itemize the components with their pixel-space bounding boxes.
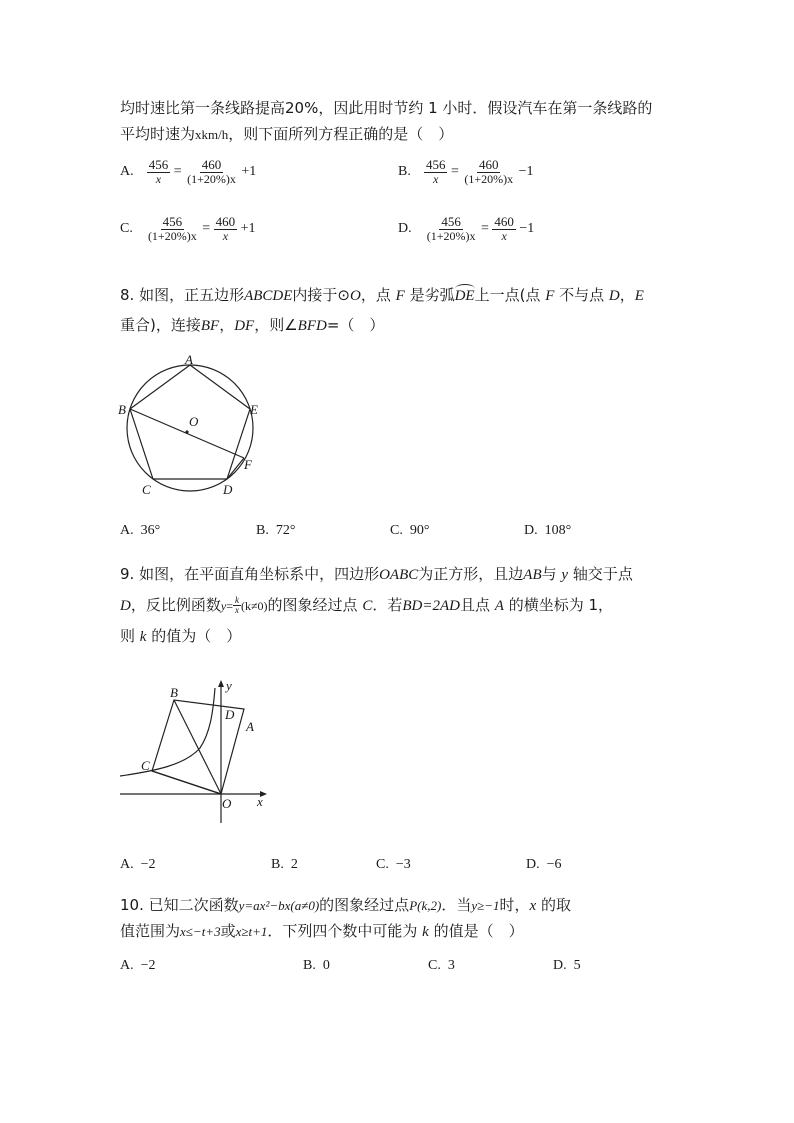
frac-num: 460 xyxy=(215,214,236,229)
q10-l2g: 的值是（ ） xyxy=(428,922,524,940)
q9-l2c: 的图象经过点 xyxy=(267,596,363,614)
q9-l2a: D xyxy=(120,598,131,614)
option-label: D. xyxy=(398,220,412,236)
q9-option-c[interactable] xyxy=(376,857,411,873)
q10-cond: y≥−1 xyxy=(471,898,500,913)
q10-l1i: 的取 xyxy=(536,896,571,914)
inverse-function-curve xyxy=(120,688,215,776)
q7-line2-post: ，则下面所列方程正确的是（ ） xyxy=(228,125,454,143)
q9-func-k: k xyxy=(234,594,239,605)
q8-text-line2 xyxy=(120,314,384,335)
q8-option-d[interactable] xyxy=(524,523,571,539)
q9-text-line2 xyxy=(120,594,613,615)
arc-mark xyxy=(455,284,475,293)
q8-l2d: DF xyxy=(234,318,255,334)
q10-text-line1 xyxy=(120,894,571,915)
q9-option-d[interactable] xyxy=(526,857,562,873)
q10-range-2: x≥t+1 xyxy=(235,924,268,939)
q10-point-p: P(k,2) xyxy=(409,898,442,913)
q9-l1g: 轴交于点 xyxy=(568,565,633,583)
q9-option-a[interactable] xyxy=(120,857,156,873)
q8-l1a: 8. 如图，正五边形 xyxy=(120,286,245,304)
q7-option-b[interactable] xyxy=(398,158,534,185)
option-value: 5 xyxy=(573,958,581,973)
option-value: −2 xyxy=(140,958,156,973)
option-label: A. xyxy=(120,163,134,179)
option-label: D. xyxy=(524,523,538,538)
label-f: F xyxy=(244,457,252,472)
q7-speed-var: xkm/h xyxy=(195,127,229,142)
option-label: A. xyxy=(120,958,134,973)
q10-l2a: 值范围为 xyxy=(120,922,181,940)
q8-l1k: 不与点 xyxy=(554,286,609,304)
option-value: 3 xyxy=(447,958,455,973)
q8-option-a[interactable] xyxy=(120,523,160,539)
option-value: −2 xyxy=(140,857,156,872)
q9-l1c: 为正方形，且边 xyxy=(418,565,524,583)
option-label: C. xyxy=(120,220,133,236)
q8-l2a: 重合)，连接 xyxy=(120,316,201,334)
label-d: D xyxy=(223,482,233,497)
equals: = xyxy=(202,220,211,236)
q8-l2e: ，则∠ xyxy=(254,316,298,334)
q10-l2c: 或 xyxy=(220,922,236,940)
q10-l1e: ．当 xyxy=(441,896,472,914)
segment-df xyxy=(227,458,244,479)
q9-l1e: 与 xyxy=(541,565,562,583)
option-label: B. xyxy=(303,958,316,973)
q9-l2i: 的横坐标为 1， xyxy=(503,596,614,614)
frac-den: (1+20%)x xyxy=(147,228,197,243)
q10-option-a[interactable] xyxy=(120,958,156,974)
option-value: 36° xyxy=(140,523,161,538)
frac-den: (1+20%)x xyxy=(464,171,514,186)
q10-option-c[interactable] xyxy=(428,958,455,974)
option-label: A. xyxy=(120,857,134,872)
frac-den: x xyxy=(501,228,507,243)
q9-l3c: 的值为（ ） xyxy=(146,627,242,645)
q7-option-d[interactable] xyxy=(398,215,534,242)
q8-l2c: ， xyxy=(219,316,235,334)
q9-func-y: y xyxy=(220,599,227,613)
q9-coordinate-figure xyxy=(115,673,275,828)
option-value: −3 xyxy=(395,857,411,872)
q7-option-c[interactable] xyxy=(120,215,256,242)
q8-option-b[interactable] xyxy=(256,523,295,539)
diagonal-ob xyxy=(174,700,221,794)
equals: = xyxy=(450,163,459,179)
frac-num: 456 xyxy=(425,157,446,172)
q8-text-line1 xyxy=(120,284,644,305)
label-c: C xyxy=(141,758,150,773)
tail: +1 xyxy=(241,163,257,179)
tail: −1 xyxy=(519,220,535,236)
q7-text-line1: 均时速比第一条线路提高20%，因此用时节约 1 小时．假设汽车在第一条线路的 xyxy=(120,99,653,117)
frac-num: 456 xyxy=(148,157,169,172)
frac-num: 460 xyxy=(201,157,222,172)
q10-l1a: 10. 已知二次函数 xyxy=(120,896,239,914)
q8-l1e: ，点 xyxy=(360,286,396,304)
option-value: 72° xyxy=(275,523,296,538)
q10-l1g: 时， xyxy=(499,896,530,914)
label-e: E xyxy=(250,402,258,417)
q8-l1g: 是劣弧 xyxy=(404,286,455,304)
q9-l2e: ．若 xyxy=(372,596,403,614)
label-c: C xyxy=(142,482,151,497)
equals: = xyxy=(173,163,182,179)
q9-l2d: C xyxy=(362,598,373,614)
q8-l1j: F xyxy=(545,288,555,304)
q8-l1b: ABCDE xyxy=(244,288,293,304)
option-label: C. xyxy=(390,523,403,538)
q8-l1c: 内接于⊙ xyxy=(292,286,350,304)
label-a: A xyxy=(185,355,193,367)
q7-option-a[interactable] xyxy=(120,158,256,185)
q9-func-eq: = xyxy=(226,599,233,613)
label-a: A xyxy=(246,719,254,734)
q9-l2b: ，反比例函数 xyxy=(130,596,221,614)
q9-func-cond: (k≠0) xyxy=(240,599,268,613)
option-label: D. xyxy=(553,958,567,973)
q8-l1n: E xyxy=(634,288,644,304)
q10-option-d[interactable] xyxy=(553,958,581,974)
label-o: O xyxy=(222,796,232,811)
q9-l1f: y xyxy=(561,567,569,583)
option-value: 108° xyxy=(544,523,572,538)
q9-l2f: BD=2AD xyxy=(402,598,460,614)
q8-pentagon-figure xyxy=(110,355,270,500)
frac-den: (1+20%)x xyxy=(426,228,476,243)
q10-range-1: x≤−t+3 xyxy=(180,924,221,939)
q10-text-line2 xyxy=(120,920,524,941)
frac-num: 460 xyxy=(478,157,499,172)
option-value: 0 xyxy=(322,958,330,973)
option-label: C. xyxy=(428,958,441,973)
center-point-o xyxy=(185,430,188,433)
option-label: B. xyxy=(271,857,284,872)
q8-option-c[interactable] xyxy=(390,523,429,539)
tail: +1 xyxy=(240,220,256,236)
q7-line2-pre: 平均时速为 xyxy=(120,125,196,143)
label-b: B xyxy=(170,685,178,700)
q8-l1h: DE xyxy=(454,288,475,304)
frac-num: 456 xyxy=(162,214,183,229)
option-value: 2 xyxy=(290,857,298,872)
q8-l1f: F xyxy=(395,288,405,304)
q10-option-b[interactable] xyxy=(303,958,330,974)
option-value: −6 xyxy=(546,857,562,872)
q9-option-b[interactable] xyxy=(271,857,298,873)
q9-text-line3 xyxy=(120,625,241,646)
arc-de xyxy=(455,288,475,305)
q10-func: y=ax²−bx(a≠0) xyxy=(238,898,320,913)
frac-num: 460 xyxy=(494,214,514,229)
frac-den: (1+20%)x xyxy=(187,171,236,186)
q9-l3a: 则 xyxy=(120,627,140,645)
option-value: 90° xyxy=(409,523,430,538)
q10-l2f: k xyxy=(422,924,429,940)
q9-l3b: k xyxy=(139,629,147,645)
q9-func-x: x xyxy=(234,605,239,615)
equals: = xyxy=(480,220,489,236)
q10-l1h: x xyxy=(529,898,537,914)
q8-l1m: ， xyxy=(619,286,635,304)
q8-l2b: BF xyxy=(200,318,220,334)
option-label: A. xyxy=(120,523,134,538)
q9-l1b: OABC xyxy=(379,567,419,583)
label-d: D xyxy=(225,707,235,722)
q9-l1a: 9. 如图，在平面直角坐标系中，四边形 xyxy=(120,565,380,583)
option-label: B. xyxy=(398,163,411,179)
q8-l1l: D xyxy=(608,288,620,304)
option-label: C. xyxy=(376,857,389,872)
q8-l1i: 上一点(点 xyxy=(474,286,546,304)
label-o: O xyxy=(189,414,199,429)
q9-l2h: A xyxy=(494,598,504,614)
label-x: x xyxy=(257,794,263,809)
label-b: B xyxy=(118,402,126,417)
frac-den: x xyxy=(155,171,162,186)
frac-den: x xyxy=(222,228,229,243)
q9-l2g: 且点 xyxy=(459,596,495,614)
option-label: B. xyxy=(256,523,269,538)
q9-text-line1 xyxy=(120,563,633,584)
q10-l2e: ．下列四个数中可能为 xyxy=(267,922,423,940)
option-label: D. xyxy=(526,857,540,872)
frac-num: 456 xyxy=(441,214,461,229)
q8-l2g: =（ ） xyxy=(326,316,385,334)
q8-l1d: O xyxy=(350,288,361,304)
q7-text-line2 xyxy=(120,123,453,144)
frac-den: x xyxy=(433,171,439,186)
tail: −1 xyxy=(518,163,534,179)
q10-l1c: 的图象经过点 xyxy=(319,896,410,914)
y-axis-arrow xyxy=(218,680,224,687)
label-y: y xyxy=(226,678,232,693)
q9-l1d: AB xyxy=(523,567,542,583)
q8-l2f: BFD xyxy=(297,318,327,334)
